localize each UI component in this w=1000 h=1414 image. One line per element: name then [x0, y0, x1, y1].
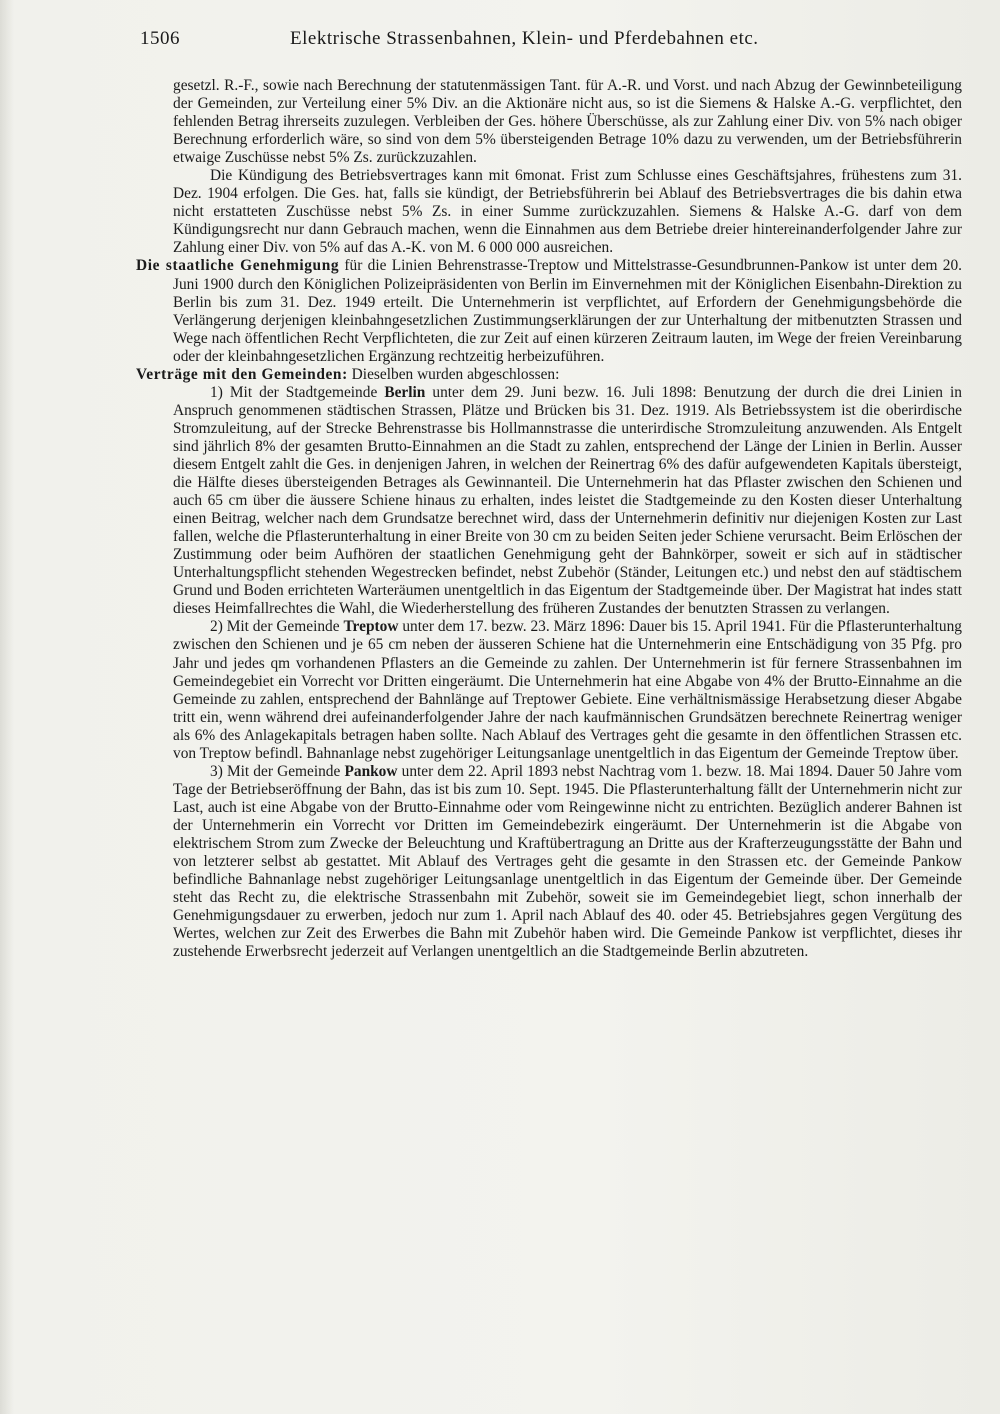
contract-berlin-place: Berlin: [384, 383, 426, 401]
paragraph-contracts-intro: [136, 366, 962, 384]
contracts-intro-text: Dieselben wurden abgeschlossen:: [347, 365, 560, 383]
contract-berlin-prefix: 1) Mit der Stadtgemeinde: [210, 383, 385, 401]
contract-treptow-place: Treptow: [343, 618, 399, 636]
section-heading-approval: Die staatliche Genehmigung: [136, 257, 340, 275]
page-number: 1506: [140, 28, 180, 49]
section-heading-contracts: Verträge mit den Gemeinden:: [136, 365, 348, 383]
running-title: Elektrische Strassenbahnen, Klein- und Pferdebahnen etc.: [290, 28, 759, 49]
contract-pankow-text: unter dem 22. April 1893 nebst Nachtrag vom 1. bezw. 18. Mai 1894. Dauer 50 Jahre vom Tage der Betriebseröffnung der Bahn, das ist bis zum 10. Sept. 1945. Die Pflasterunterhaltung fällt der Unternehmerin nicht zur Last, auch ist eine Abgabe von der Brutto-Einnahme oder vom Reingewinne nicht zu entrichten. Bezüglich anderer Bahnen ist der Unternehmerin ein Vorrecht vor Dritten im Gemeindebezirk eingeräumt. Der Unternehmerin ist die Abgabe von elektrischem Strom zum Zwecke der Beleuchtung und Kraftübertragung an Dritte aus der Krafterzeugungsstätte der Bahn und von letzterer selbst ab gestattet. Mit Ablauf des Vertrages geht die gesamte in den Strassen etc. der Gemeinde Pankow befindliche Bahnanlage nebst zugehöriger Leitungsanlage unentgeltlich in das Eigentum der Gemeinde über. Der Gemeinde steht das Recht zu, die elektrische Strassenbahn mit Zubehör, soweit sie im Gemeindegebiet liegt, schon innerhalb der Genehmigungsdauer zu erwerben, jedoch nur zum 1. April nach Ablauf des 40. oder 45. Betriebsjahres gegen Vergütung des Wertes, welchen zur Zeit des Erwerbes die Bahn mit Zubehör haben wird. Die Gemeinde Pankow ist verpflichtet, dieses ihr zustehende Erwerbsrecht jederzeit auf Verlangen unentgeltlich an die Stadtgemeinde Berlin abzutreten.: [173, 762, 962, 961]
approval-text: für die Linien Behrenstrasse-Treptow und Mittelstrasse-Gesundbrunnen-Pankow ist unter dem 20. Juni 1900 durch den Königlichen Polizeipräsidenten von Berlin im Einvernehmen mit der Königlichen Eisenbahn-Direktion zu Berlin bis zum 31. Dez. 1949 erteilt. Die Unternehmerin ist verpflichtet, auf Erfordern der Genehmigungsbehörde die Verlängerung derjenigen kleinbahngesetzlichen Zustimmungserklärungen der zur Unterhaltung der mitbenutzten Strassen und Wege nach öffentlichen Recht Verpflichteten, die zur Zeit auf einen kürzeren Zeitraum lauten, im Wege der freien Vereinbarung oder der kleinbahngesetzlichen Ergänzung rechtzeitig herbeizuführen.: [173, 257, 963, 365]
paragraph-profit-distribution: gesetzl. R.-F., sowie nach Berechnung der statutenmässigen Tant. für A.-R. und Vorst. und nach Abzug der Gewinnbeteiligung der Gemeinden, zur Verteilung einer 5% Div. an die Aktionäre nicht aus, so ist die Siemens & Halske A.-G. verpflichtet, den fehlenden Betrag ihrerseits zuzulegen. Verbleiben der Ges. höhere Überschüsse, als zur Zahlung einer Div. von 5% nach obiger Berechnung erforderlich wäre, so sind von dem 5% übersteigenden Betrage 10% dazu zu verwenden, um der Betriebsführerin etwaige Zuschüsse nebst 5% Zs. zurückzuzahlen.: [173, 77, 962, 167]
contract-berlin-text: unter dem 29. Juni bezw. 16. Juli 1898: Benutzung der durch die drei Linien in Anspruch genommenen städtischen Strassen, Plätze und Brücken bis 31. Dez. 1919. Als Betriebssystem ist die oberirdische Stromzuleitung, auf der Strecke Behrenstrasse bis Hollmannstrasse die unterirdische Stromzuleitung anzuwenden. Als Entgelt sind jährlich 8% der gesamten Brutto-Einnahmen an die Stadt zu zahlen, entsprechend der Länge der Linien in Berlin. Ausser diesem Entgelt zahlt die Ges. in denjenigen Jahren, in welchen der Reinertrag 6% des dafür aufgewendeten Kapitals übersteigt, die Hälfte dieses übersteigenden Betrages als Gewinnanteil. Die Unternehmerin hat das Pflaster zwischen den Schienen und auch 65 cm über die äussere Schiene hinaus zu erhalten, indes leistet die Stadtgemeinde zu den Kosten dieser Unterhaltung einen Beitrag, welcher nach dem Grundsatze berechnet wird, dass der Unternehmerin definitiv nur diejenigen Kosten zur Last fallen, welche die Pflasterunterhaltung in einer Breite von 30 cm zu beiden Seiten jeder Schiene verursacht. Beim Erlöschen der Zustimmung oder beim Aufhören der staatlichen Genehmigung geht der Bahnkörper, soweit er sich auf in städtischer Unterhaltungspflicht stehenden Wegestrecken befindet, nebst Zubehör (Ständer, Leitungen etc.) und nebst den auf städtischem Grund und Boden errichteten Warteräumen unentgeltlich in das Eigentum der Stadtgemeinde über. Der Magistrat hat indes statt dieses Heimfallrechtes die Wahl, die Wiederherstellung des früheren Zustandes der benutzten Strassen zu verlangen.: [173, 383, 962, 618]
contract-treptow-prefix: 2) Mit der Gemeinde: [210, 618, 344, 636]
contract-treptow-text: unter dem 17. bezw. 23. März 1896: Dauer bis 15. April 1941. Für die Pflasterunterhaltung zwischen den Schienen und je 65 cm neben der äusseren Schiene hat die Unternehmerin eine Entschädigung von 35 Pfg. pro Jahr und jedes qm vorhandenen Pflasters an die Gemeinde zu zahlen. Der Unternehmerin ist für fernere Strassenbahnen im Gemeindegebiet ein Vorrecht vor Dritten eingeräumt. Die Unternehmerin hat eine Abgabe von 4% der Brutto-Einnahme an die Gemeinde zu zahlen, entsprechend der Bahnlänge auf Treptower Gebiete. Eine verhältnismässige Herabsetzung dieser Abgabe tritt ein, wenn während drei aufeinanderfolgender Jahre der nach kaufmännischen Grundsätzen berechnete Reinertrag weniger als 6% des Anlagekapitals betragen haben sollte. Nach Ablauf des Vertrages geht die gesamte in den öffentlichen Strassen etc. von Treptow befindl. Bahnanlage nebst zugehöriger Leitungsanlage unentgeltlich in das Eigentum der Gemeinde Treptow über.: [173, 618, 962, 762]
paragraph-contract-pankow: [173, 763, 962, 962]
paragraph-termination: Die Kündigung des Betriebsvertrages kann mit 6monat. Frist zum Schlusse eines Geschäftsjahres, frühestens zum 31. Dez. 1904 erfolgen. Die Ges. hat, falls sie kündigt, der Betriebsführerin bei Ablauf des Betriebsvertrages die bis dahin etwa nicht erstatteten Zuschüsse nebst 5% Zs. in einer Summe zurückzuzahlen. Siemens & Halske A.-G. darf von dem Kündigungsrecht nur dann Gebrauch machen, wenn die Einnahmen aus dem Betriebe dreier hintereinanderfolgender Jahre zur Zahlung einer Div. von 5% auf das A.-K. von M. 6 000 000 ausreichen.: [173, 167, 962, 257]
paragraph-state-approval: [136, 257, 962, 365]
contract-pankow-place: Pankow: [344, 762, 398, 780]
contract-pankow-prefix: 3) Mit der Gemeinde: [210, 762, 345, 780]
paragraph-contract-treptow: [173, 618, 962, 762]
paragraph-contract-berlin: [173, 384, 962, 619]
running-header: [140, 28, 960, 58]
page-body: [136, 77, 962, 961]
